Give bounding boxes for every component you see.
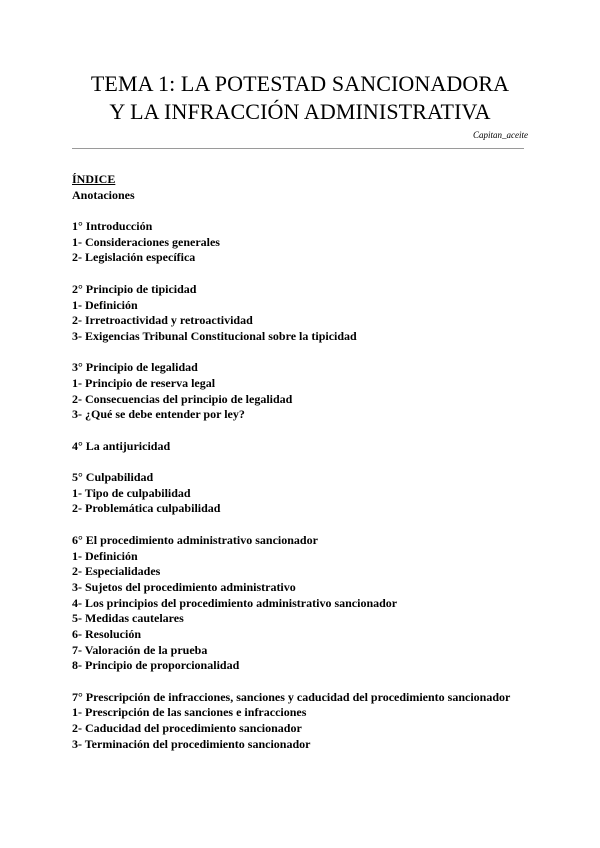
section-spacer	[72, 423, 542, 439]
header-divider	[72, 148, 524, 149]
section-spacer	[72, 674, 542, 690]
toc-subsection-item: 1- Consideraciones generales	[72, 234, 220, 249]
toc-subsection-item: 7- Valoración de la prueba	[72, 642, 208, 657]
toc-section-title: 3° Principio de legalidad	[72, 360, 198, 375]
table-of-contents	[72, 172, 542, 752]
document-title-line-1: TEMA 1: LA POTESTAD SANCIONADORA	[90, 71, 510, 96]
section-spacer	[72, 266, 542, 282]
toc-section-title: 1° Introducción	[72, 219, 153, 234]
toc-subsection-item: 8- Principio de proporcionalidad	[72, 658, 240, 673]
section-spacer	[72, 454, 542, 470]
toc-subsection-item: 1- Principio de reserva legal	[72, 375, 216, 390]
document-title	[0, 70, 600, 126]
toc-subsection-item: 2- Problemática culpabilidad	[72, 501, 221, 516]
toc-subsection-item: 3- ¿Qué se debe entender por ley?	[72, 407, 245, 422]
toc-subsection-item: 3- Terminación del procedimiento sancionador	[72, 736, 311, 751]
toc-subsection-item: 1- Tipo de culpabilidad	[72, 485, 191, 500]
toc-subsection-item: 2- Especialidades	[72, 564, 161, 579]
toc-subsection-item: 4- Los principios del procedimiento administrativo sancionador	[72, 595, 398, 610]
toc-subsection-item: 5- Medidas cautelares	[72, 611, 184, 626]
toc-section-title: 4° La antijuricidad	[72, 438, 171, 453]
toc-subsection-item: 3- Exigencias Tribunal Constitucional sobre la tipicidad	[72, 328, 357, 343]
toc-subsection-item: 2- Caducidad del procedimiento sancionador	[72, 721, 302, 736]
section-spacer	[72, 203, 542, 219]
author-signature: Capitan_aceite	[473, 130, 528, 140]
toc-subsection-item: 6- Resolución	[72, 626, 141, 641]
section-spacer	[72, 517, 542, 533]
toc-subsection-item: 2- Legislación específica	[72, 250, 196, 265]
document-title-line-2: Y LA INFRACCIÓN ADMINISTRATIVA	[109, 99, 491, 124]
toc-subsection-item: 3- Sujetos del procedimiento administrativo	[72, 579, 296, 594]
section-spacer	[72, 345, 542, 361]
toc-section-title: 6° El procedimiento administrativo sancionador	[72, 532, 318, 547]
toc-subsection-item: 1- Definición	[72, 297, 138, 312]
toc-subsection-item: 1- Definición	[72, 548, 138, 563]
toc-section-title: 7° Prescripción de infracciones, sanciones y caducidad del procedimiento sancionador	[72, 689, 511, 704]
toc-subsection-item: 1- Prescripción de las sanciones e infracciones	[72, 705, 307, 720]
toc-subsection-item: 2- Consecuencias del principio de legalidad	[72, 391, 293, 406]
toc-heading: ÍNDICE	[72, 172, 116, 186]
toc-subsection-item: 2- Irretroactividad y retroactividad	[72, 313, 253, 328]
toc-section-title: 2° Principio de tipicidad	[72, 281, 197, 296]
toc-notes-entry: Anotaciones	[72, 187, 135, 202]
toc-section-title: 5° Culpabilidad	[72, 470, 154, 485]
